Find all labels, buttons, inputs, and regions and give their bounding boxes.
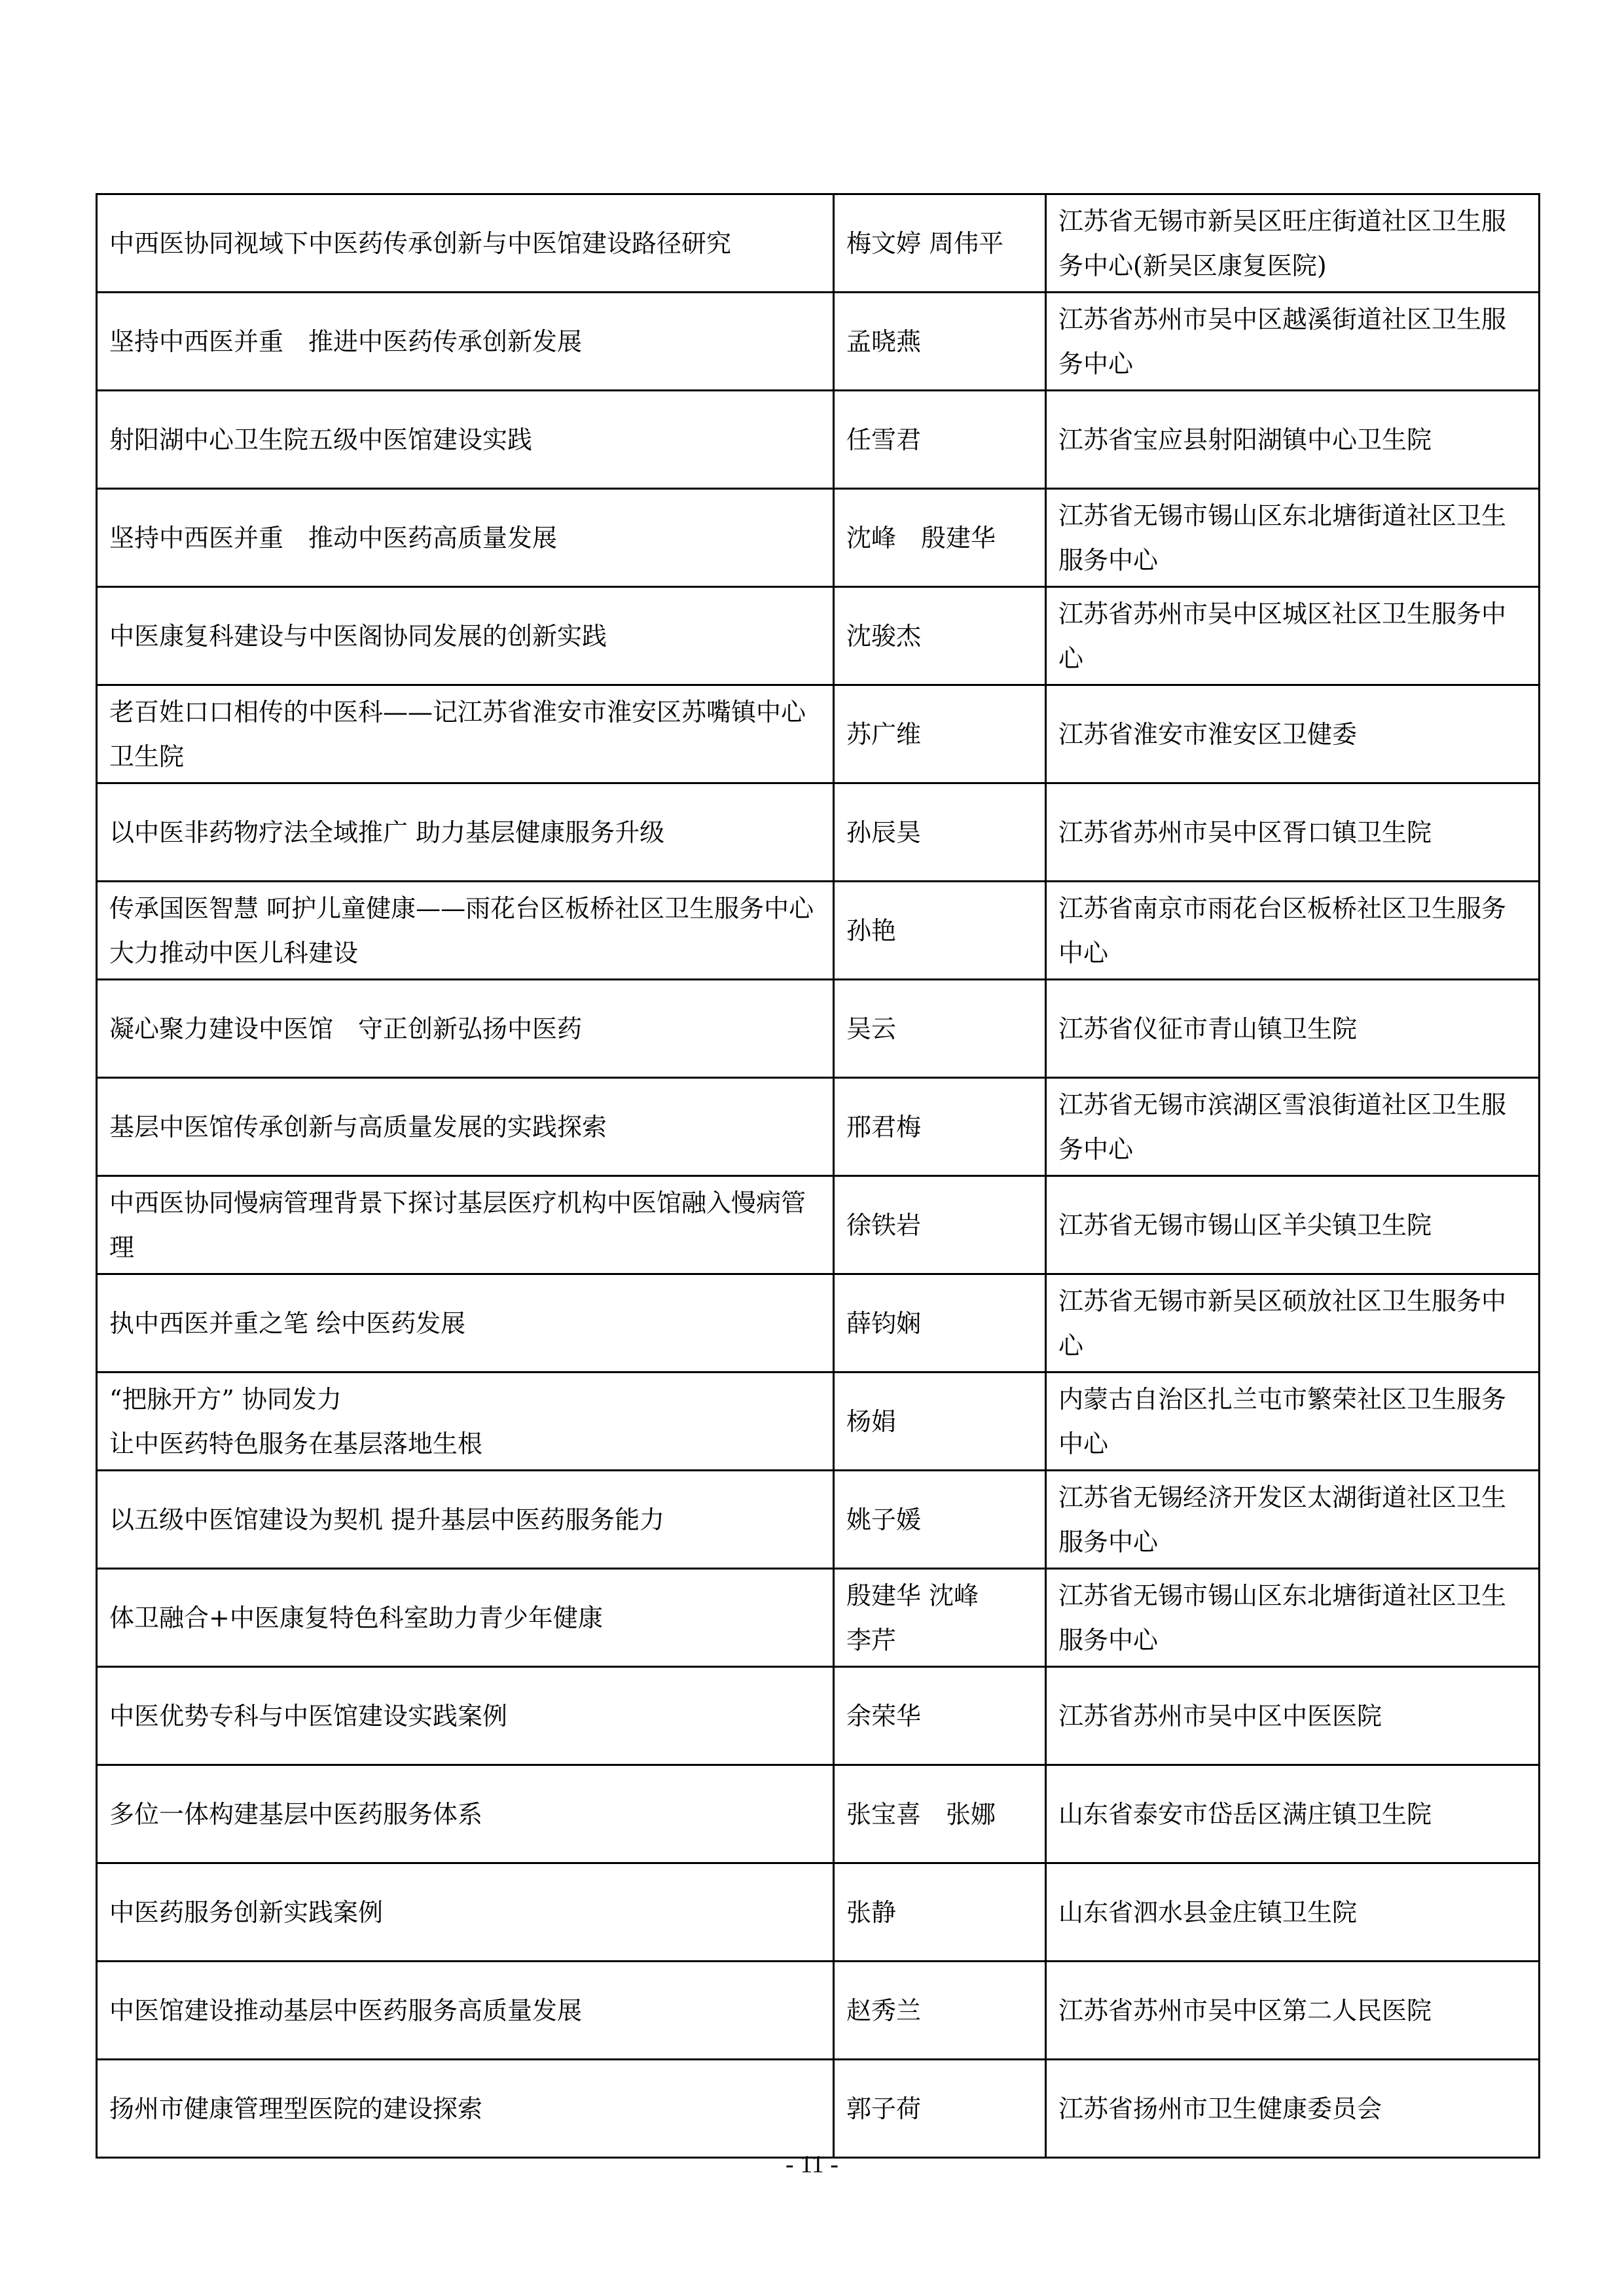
cell-organization: 江苏省扬州市卫生健康委员会 — [1046, 2060, 1540, 2158]
cell-title: 中西医协同慢病管理背景下探讨基层医疗机构中医馆融入慢病管理 — [97, 1176, 834, 1274]
cell-title: “把脉开方” 协同发力 让中医药特色服务在基层落地生根 — [97, 1372, 834, 1471]
cell-authors: 苏广维 — [834, 685, 1046, 783]
cell-title: 扬州市健康管理型医院的建设探索 — [97, 2060, 834, 2158]
table-row — [97, 1765, 1540, 1863]
cell-title: 中医优势专科与中医馆建设实践案例 — [97, 1667, 834, 1765]
cell-authors: 张静 — [834, 1863, 1046, 1962]
table-row — [97, 1471, 1540, 1569]
cell-title: 以五级中医馆建设为契机 提升基层中医药服务能力 — [97, 1471, 834, 1569]
cell-title: 中医康复科建设与中医阁协同发展的创新实践 — [97, 587, 834, 685]
cell-organization: 江苏省无锡经济开发区太湖街道社区卫生服务中心 — [1046, 1471, 1540, 1569]
cell-authors: 薛钧娴 — [834, 1274, 1046, 1372]
cell-authors: 郭子荷 — [834, 2060, 1046, 2158]
cell-organization: 江苏省苏州市吴中区越溪街道社区卫生服务中心 — [1046, 293, 1540, 391]
table-row — [97, 1962, 1540, 2060]
cell-authors: 吴云 — [834, 980, 1046, 1078]
cell-authors: 张宝喜 张娜 — [834, 1765, 1046, 1863]
cell-authors: 孙辰昊 — [834, 783, 1046, 882]
cell-organization: 江苏省淮安市淮安区卫健委 — [1046, 685, 1540, 783]
cell-title: 基层中医馆传承创新与高质量发展的实践探索 — [97, 1078, 834, 1176]
cell-title: 执中西医并重之笔 绘中医药发展 — [97, 1274, 834, 1372]
cell-organization: 江苏省无锡市锡山区东北塘街道社区卫生服务中心 — [1046, 1569, 1540, 1667]
table-row — [97, 1667, 1540, 1765]
cell-title: 中医馆建设推动基层中医药服务高质量发展 — [97, 1962, 834, 2060]
cell-title: 凝心聚力建设中医馆 守正创新弘扬中医药 — [97, 980, 834, 1078]
table-row — [97, 2060, 1540, 2158]
table-row — [97, 1372, 1540, 1471]
cell-title: 老百姓口口相传的中医科——记江苏省淮安市淮安区苏嘴镇中心卫生院 — [97, 685, 834, 783]
table-row — [97, 293, 1540, 391]
page-number: - 11 - — [785, 2151, 839, 2178]
table-row — [97, 783, 1540, 882]
table-row — [97, 1176, 1540, 1274]
cell-organization: 江苏省苏州市吴中区城区社区卫生服务中心 — [1046, 587, 1540, 685]
cell-authors: 姚子媛 — [834, 1471, 1046, 1569]
table-row — [97, 194, 1540, 293]
table-row — [97, 1863, 1540, 1962]
cell-organization: 江苏省南京市雨花台区板桥社区卫生服务中心 — [1046, 882, 1540, 980]
cell-title: 射阳湖中心卫生院五级中医馆建设实践 — [97, 391, 834, 489]
cell-organization: 江苏省无锡市锡山区东北塘街道社区卫生服务中心 — [1046, 489, 1540, 587]
cell-organization: 江苏省无锡市锡山区羊尖镇卫生院 — [1046, 1176, 1540, 1274]
cell-authors: 杨娟 — [834, 1372, 1046, 1471]
cell-organization: 山东省泗水县金庄镇卫生院 — [1046, 1863, 1540, 1962]
cell-organization: 江苏省苏州市吴中区胥口镇卫生院 — [1046, 783, 1540, 882]
cell-authors: 赵秀兰 — [834, 1962, 1046, 2060]
cell-title: 中西医协同视域下中医药传承创新与中医馆建设路径研究 — [97, 194, 834, 293]
table-row — [97, 391, 1540, 489]
cell-authors: 孙艳 — [834, 882, 1046, 980]
cell-title: 中医药服务创新实践案例 — [97, 1863, 834, 1962]
cell-authors: 余荣华 — [834, 1667, 1046, 1765]
cell-organization: 江苏省宝应县射阳湖镇中心卫生院 — [1046, 391, 1540, 489]
table-row — [97, 1274, 1540, 1372]
table-row — [97, 1569, 1540, 1667]
cell-authors: 邢君梅 — [834, 1078, 1046, 1176]
table-row — [97, 685, 1540, 783]
cell-authors: 徐铁岩 — [834, 1176, 1046, 1274]
table-row — [97, 1078, 1540, 1176]
cell-authors: 沈峰 殷建华 — [834, 489, 1046, 587]
cell-authors: 孟晓燕 — [834, 293, 1046, 391]
table-row — [97, 587, 1540, 685]
cell-authors: 沈骏杰 — [834, 587, 1046, 685]
cell-title: 坚持中西医并重 推进中医药传承创新发展 — [97, 293, 834, 391]
cell-title: 体卫融合+中医康复特色科室助力青少年健康 — [97, 1569, 834, 1667]
cell-authors: 任雪君 — [834, 391, 1046, 489]
cell-organization: 内蒙古自治区扎兰屯市繁荣社区卫生服务中心 — [1046, 1372, 1540, 1471]
cell-title: 传承国医智慧 呵护儿童健康——雨花台区板桥社区卫生服务中心大力推动中医儿科建设 — [97, 882, 834, 980]
case-table — [96, 193, 1540, 2159]
cell-organization: 江苏省苏州市吴中区中医医院 — [1046, 1667, 1540, 1765]
cell-organization: 江苏省仪征市青山镇卫生院 — [1046, 980, 1540, 1078]
cell-authors: 殷建华 沈峰 李芹 — [834, 1569, 1046, 1667]
cell-organization: 江苏省无锡市新吴区旺庄街道社区卫生服务中心(新吴区康复医院) — [1046, 194, 1540, 293]
cell-title: 多位一体构建基层中医药服务体系 — [97, 1765, 834, 1863]
cell-title: 坚持中西医并重 推动中医药高质量发展 — [97, 489, 834, 587]
cell-authors: 梅文婷 周伟平 — [834, 194, 1046, 293]
cell-organization: 江苏省苏州市吴中区第二人民医院 — [1046, 1962, 1540, 2060]
table-row — [97, 882, 1540, 980]
cell-organization: 江苏省无锡市滨湖区雪浪街道社区卫生服务中心 — [1046, 1078, 1540, 1176]
cell-organization: 江苏省无锡市新吴区硕放社区卫生服务中心 — [1046, 1274, 1540, 1372]
table-row — [97, 489, 1540, 587]
table-row — [97, 980, 1540, 1078]
cell-title: 以中医非药物疗法全域推广 助力基层健康服务升级 — [97, 783, 834, 882]
cell-organization: 山东省泰安市岱岳区满庄镇卫生院 — [1046, 1765, 1540, 1863]
case-table-body — [97, 194, 1540, 2158]
